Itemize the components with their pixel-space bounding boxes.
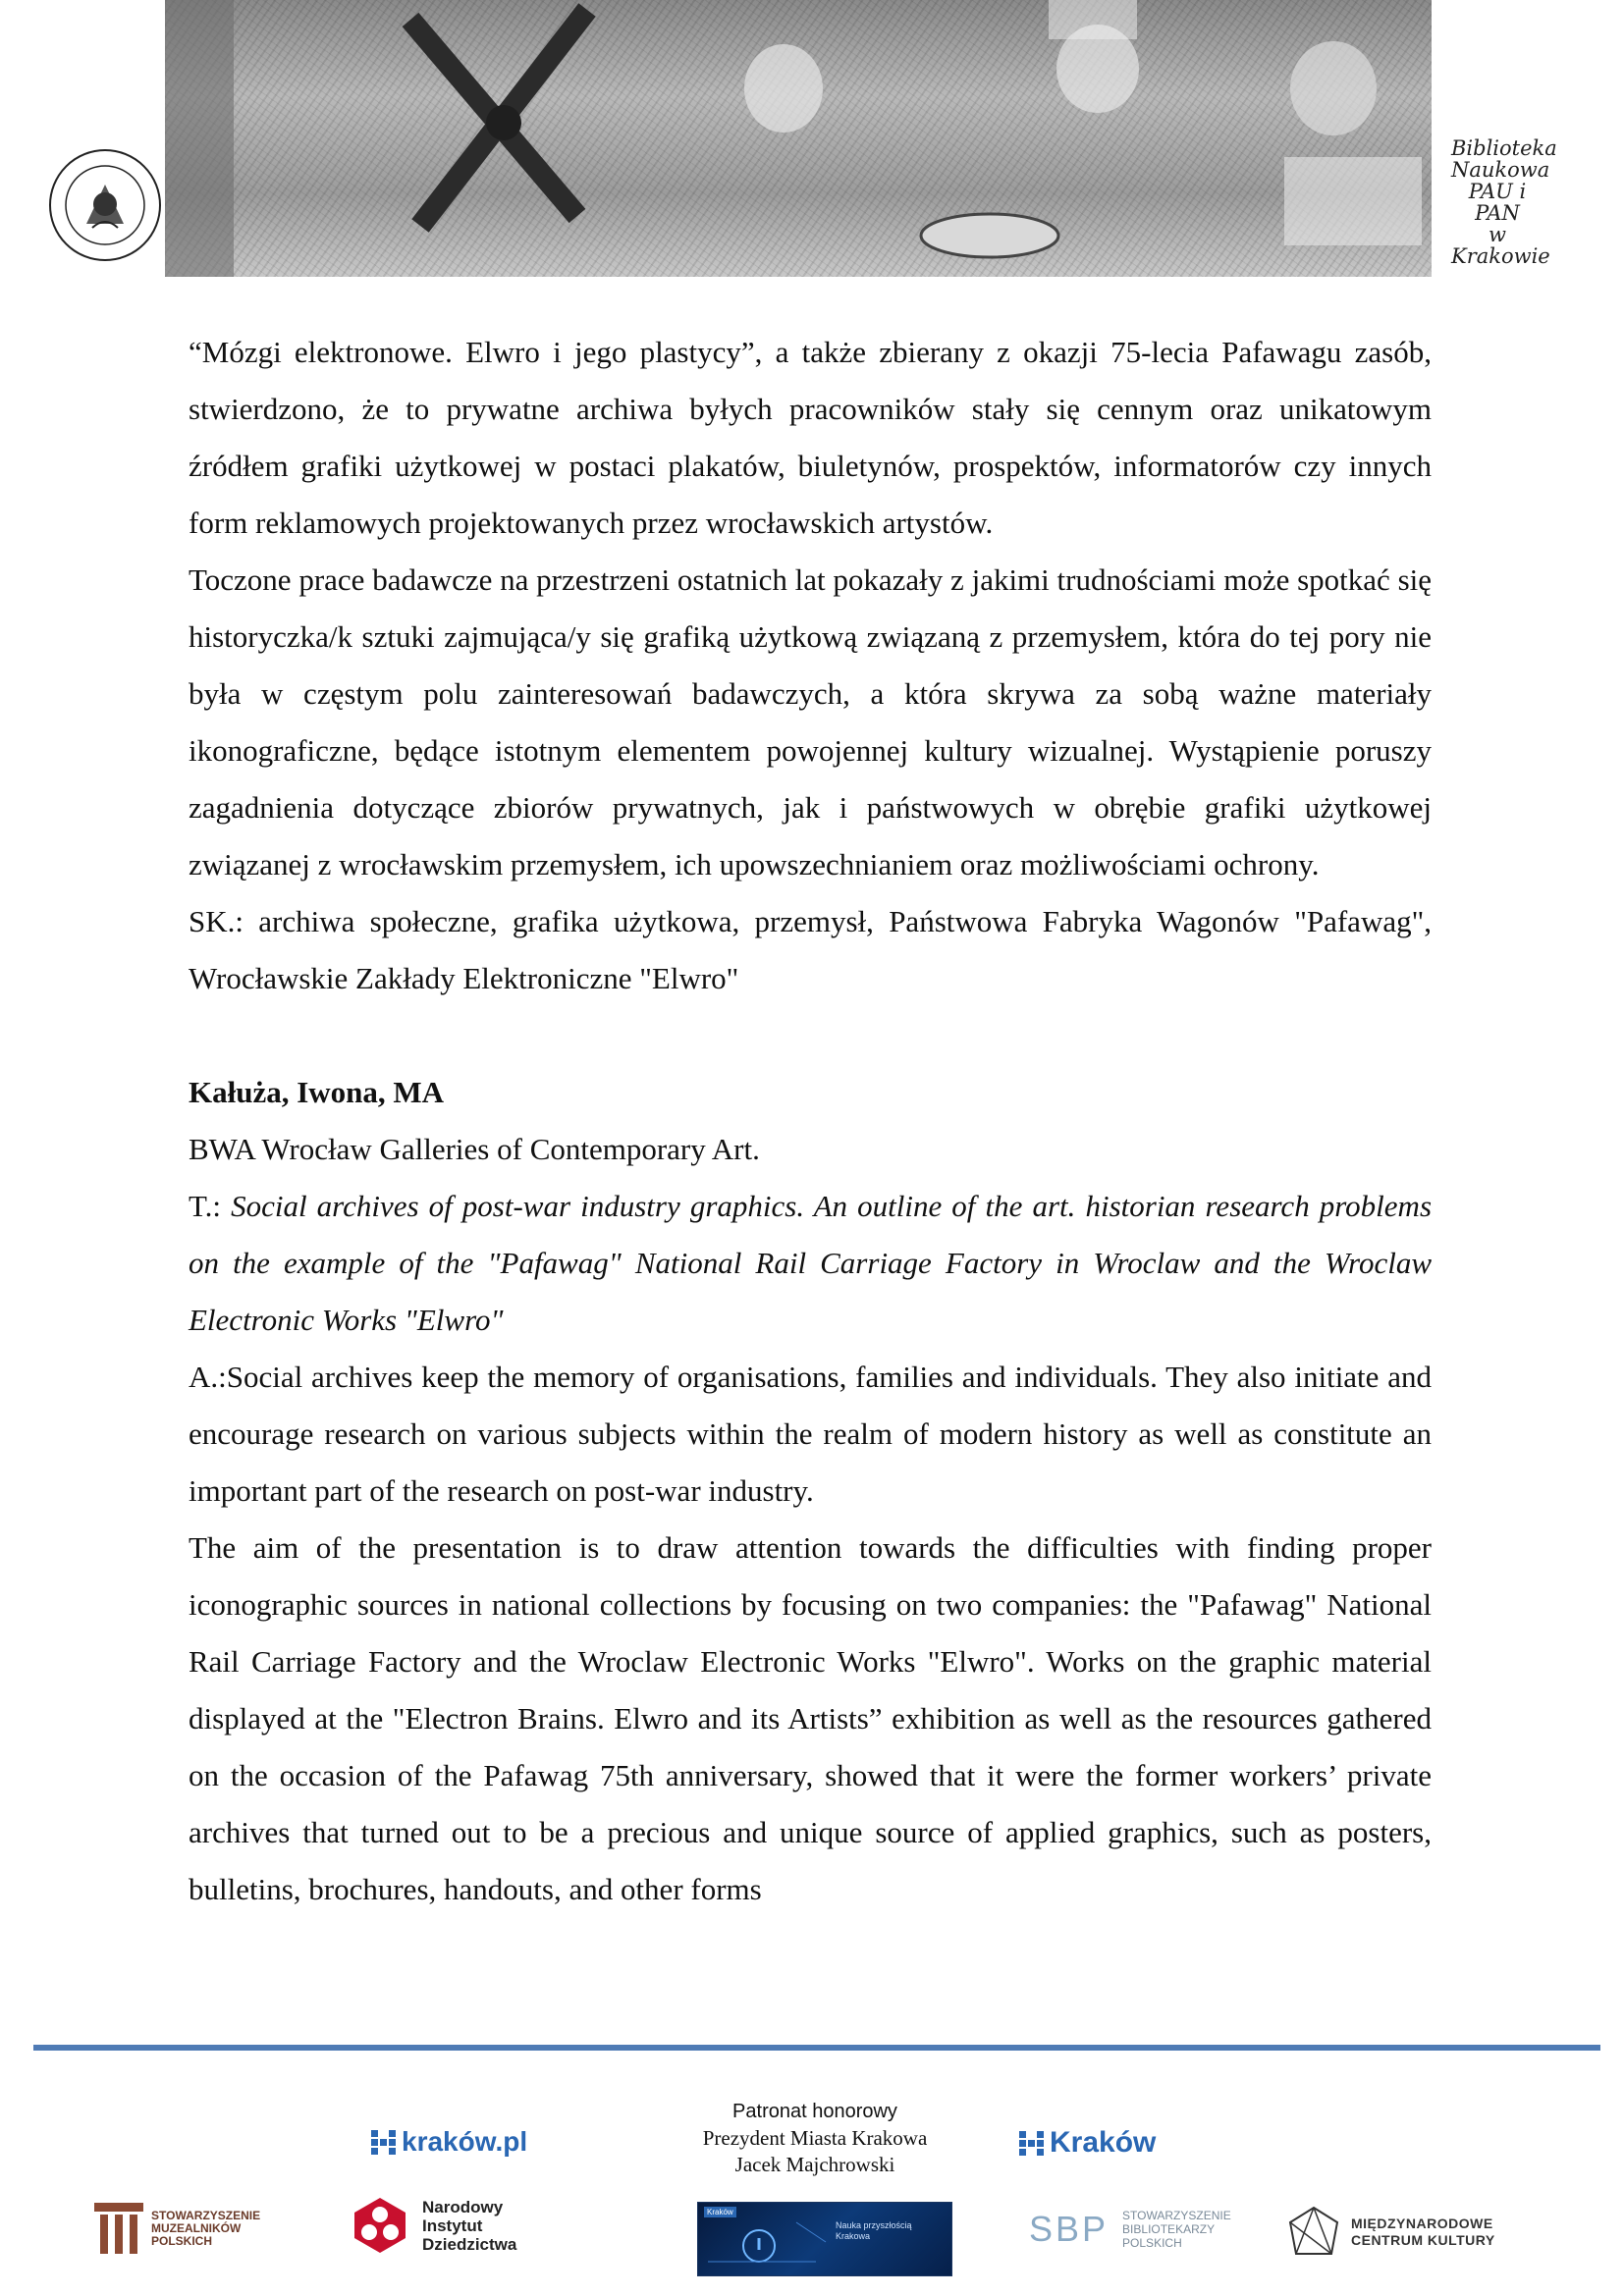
krakow-pl-logo (371, 2126, 527, 2158)
header-engraving-banner (165, 0, 1432, 277)
document-body (189, 324, 1432, 1918)
nauka-badge: Kraków (704, 2207, 736, 2217)
krakow-logo (1019, 2126, 1156, 2160)
sbp-mark: SBP (1029, 2209, 1110, 2249)
patronage-title: Patronat honorowy (732, 2101, 897, 2122)
krakow-label: Kraków (1050, 2126, 1157, 2159)
paragraph-continued: “Mózgi elektronowe. Elwro i jego plastycy”, a także zbierany z okazji 75-lecia Pafawagu zasób, stwierdzono, że to prywatne archiwa byłych pracowników stały się cennym oraz unikatowym źródłem grafiki użytkowej w postaci plakatów, biuletynów, prospektów, informatorów czy innych form reklamowych projektowanych przez wrocławskich artystów. (189, 335, 1432, 540)
author-name: Kałuża, Iwona, MA (189, 1075, 445, 1109)
smp-label: STOWARZYSZENIE MUZEALNIKÓW POLSKICH (151, 2208, 261, 2248)
title-prefix: T.: (189, 1189, 232, 1223)
smp-logo (94, 2203, 261, 2254)
mck-logo (1286, 2205, 1498, 2260)
nid-label: Narodowy Instytut Dziedzictwa (422, 2197, 517, 2254)
patronage-line-1: Prezydent Miasta Krakowa (702, 2126, 928, 2150)
mck-label: MIĘDZYNARODOWE CENTRUM KULTURY (1351, 2216, 1495, 2248)
patronage-line-2: Jacek Majchrowski (734, 2153, 895, 2176)
pau-seal-logo (47, 147, 163, 263)
biblioteka-naukowa-logo: Biblioteka Naukowa PAU i PAN w Krakowie (1451, 136, 1557, 268)
krakow-grid-icon (371, 2130, 396, 2155)
abstract-paragraph-1: A.:Social archives keep the memory of organisations, families and individuals. They also initiate and encourage research on various subjects within the realm of modern history as well as constitute an important part of the research on post-war industry. (189, 1360, 1432, 1508)
footer-divider (33, 2045, 1600, 2051)
author-affiliation: BWA Wrocław Galleries of Contemporary Art. (189, 1132, 760, 1166)
nauka-krakow-banner (697, 2202, 952, 2276)
nid-emblem-icon (350, 2195, 410, 2256)
smp-columns-icon (94, 2203, 143, 2254)
krakow-pl-label: kraków.pl (402, 2126, 528, 2157)
patronage-block (668, 2099, 962, 2178)
talk-title (189, 1178, 1432, 1349)
mck-geometric-icon (1286, 2205, 1341, 2260)
abstract-paragraph-2: The aim of the presentation is to draw attention towards the difficulties with finding proper iconographic sources in national collections by focusing on two companies: the "Pafawag" National Rail Carriage Factory and the Wroclaw Electronic Works "Elwro". Works on the graphic material displayed at the "Electron Brains. Elwro and its Artists” exhibition as well as the resources gathered on the occasion of the Pafawag 75th anniversary, showed that it were the former workers’ private archives that turned out to be a precious and unique source of applied graphics, such as posters, bulletins, brochures, handouts, and other forms (189, 1530, 1432, 1906)
sbp-label: STOWARZYSZENIE BIBLIOTEKARZY POLSKICH (1122, 2209, 1231, 2250)
nid-logo (350, 2195, 540, 2256)
title-text: Social archives of post-war industry graphics. An outline of the art. historian research problems on the example of the "Pafawag" National Rail Carriage Factory in Wroclaw and the Wroclaw Electronic Works "Elwro" (189, 1189, 1433, 1337)
nauka-label: Nauka przyszłością Krakowa (836, 2220, 912, 2241)
krakow-grid-icon (1019, 2131, 1044, 2156)
paragraph-research: Toczone prace badawcze na przestrzeni ostatnich lat pokazały z jakimi trudnościami może spotkać się historyczka/k sztuki zajmująca/y się grafiką użytkową związaną z przemysłem, która do tej pory nie była w częstym polu zainteresowań badawczych, a która skrywa za sobą ważne materiały ikonograficzne, będące istotnym elementem powojennej kultury wizualnej. Wystąpienie poruszy zagadnienia dotyczące zbiorów prywatnych, jak i państwowych w obrębie grafiki użytkowej związanej z wrocławskim przemysłem, ich upowszechnianiem oraz możliwościami ochrony. (189, 562, 1432, 881)
spacer (189, 1007, 1432, 1064)
sbp-logo (1029, 2209, 1230, 2250)
keywords-pl: SK.: archiwa społeczne, grafika użytkowa, przemysł, Państwowa Fabryka Wagonów "Pafawag", Wrocławskie Zakłady Elektroniczne "Elwro" (189, 904, 1432, 995)
